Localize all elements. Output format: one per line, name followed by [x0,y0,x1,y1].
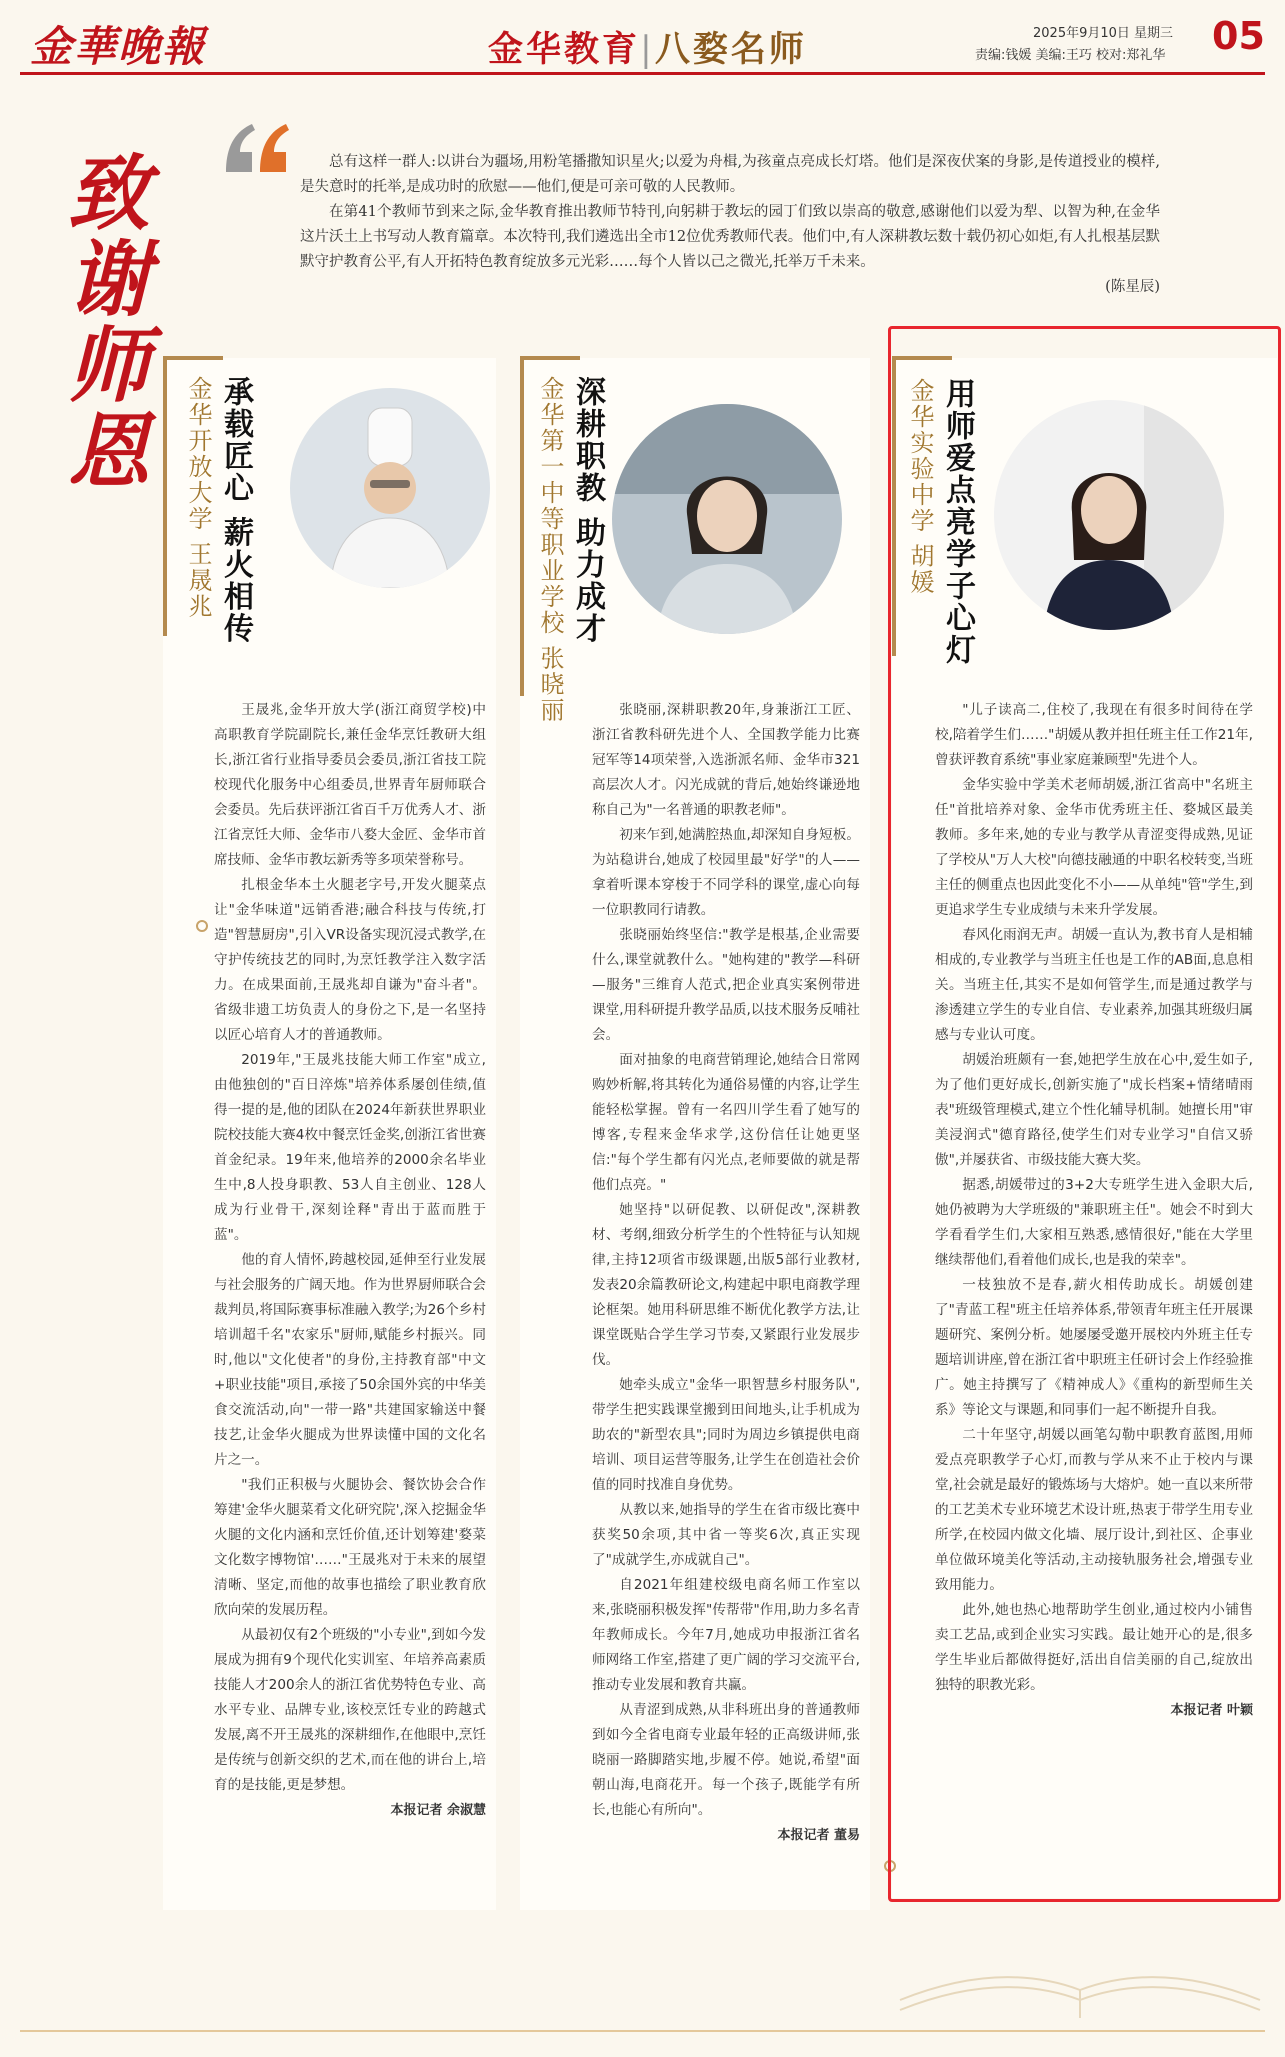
article-paragraph: 二十年坚守,胡媛以画笔勾勒中职教育蓝图,用师爱点亮职教学子心灯,而教与学从来不止于校内与课堂,社会就是最好的锻炼场与大熔炉。她一直以来所带的工艺美术专业环境艺术设计班,热衷于带学生用专业所学,在校园内做文化墙、展厅设计,到社区、企事业单位做环境美化等活动,主动接轨服务社会,增强专业致用能力。 [935,1427,1253,1593]
column-2-photo [612,404,842,634]
intro-paragraph: 总有这样一群人:以讲台为疆场,用粉笔播撒知识星火;以爱为舟楫,为孩童点亮成长灯塔。他们是深夜伏案的身影,是传道授业的模样,是失意时的托举,是成功时的欣慰——他们,便是可亲可敬的人民教师。 [300,154,1160,195]
header-rule [20,72,1265,75]
article-paragraph: 扎根金华本土火腿老字号,开发火腿菜点让"金华味道"远销香港;融合科技与传统,打造"智慧厨房",引入VR设备实现沉浸式教学,在守护传统技艺的同时,为烹饪教学注入数字活力。在成果面前,王晟兆却自谦为"奋斗者"。省级非遗工坊负责人的身份之下,是一名坚持以匠心培育人才的普通教师。 [214,877,486,1043]
column-1-subtitle: 金华开放大学 王晟兆 [184,376,212,620]
column-2-stripe [520,356,524,696]
article-paragraph: 王晟兆,金华开放大学(浙江商贸学校)中高职教育学院副院长,兼任金华烹饪教研大组长,浙江省行业指导委员会委员,浙江省技工院校现代化服务中心组委员,世界青年厨师联合会委员。先后获评浙江省百千万优秀人才、浙江省烹饪大师、金华市八婺大金匠、金华市首席技师、金华市教坛新秀等多项荣誉称号。 [214,702,486,868]
article-paragraph: 她牵头成立"金华一职智慧乡村服务队",带学生把实践课堂搬到田间地头,让手机成为助农的"新型农具";同时为周边乡镇提供电商培训、项目运营等服务,让学生在创造社会价值的同时找准自身优势。 [592,1377,860,1493]
quote-icon [222,118,290,176]
article-paragraph: 张晓丽始终坚信:"教学是根基,企业需要什么,课堂就教什么。"她构建的"教学—科研—服务"三维育人范式,把企业真实案例带进课堂,用科研提升教学品质,以技术服务反哺社会。 [592,927,860,1043]
article-paragraph: 从青涩到成熟,从非科班出身的普通教师到如今全省电商专业最年轻的正高级讲师,张晓丽一路脚踏实地,步履不停。她说,希望"面朝山海,电商花开。每一个孩子,既能学有所长,也能心有所向"。 [592,1702,860,1818]
article-paragraph: 她坚持"以研促教、以研促改",深耕教材、考纲,细致分析学生的个性特征与认知规律,主持12项省市级课题,出版5部行业教材,发表20余篇教研论文,构建起中职电商教学理论框架。她用科研思维不断优化教学方法,让课堂既贴合学生学习节奏,又紧跟行业发展步伐。 [592,1202,860,1368]
masthead-logo: 金華晚報 [30,22,207,71]
column-2-top-rule [520,356,580,360]
column-1-body [214,698,486,1823]
section-secondary: 八婺名师 [654,29,807,70]
section-primary: 金华教育 [488,29,641,70]
article-paragraph: 此外,她也热心地帮助学生创业,通过校内小铺售卖工艺品,或到企业实习实践。最让她开心的是,很多学生毕业后都做得挺好,活出自信美丽的自己,绽放出独特的职教光彩。 [935,1602,1253,1693]
book-sketch-decoration [880,1900,1280,2020]
article-paragraph: 从最初仅有2个班级的"小专业",到如今发展成为拥有9个现代化实训室、年培养高素质技能人才200余人的浙江省优势特色专业、高水平专业、品牌专业,该校烹饪专业的跨越式发展,离不开王晟兆的深耕细作,在他眼中,烹饪是传统与创新交织的艺术,而在他的讲台上,培育的是技能,更是梦想。 [214,1627,486,1793]
section-title [488,22,807,72]
column-1-stripe [163,356,167,636]
article-paragraph: 张晓丽,深耕职教20年,身兼浙江工匠、浙江省教科研先进个人、全国教学能力比赛冠军等14项荣誉,入选浙派名师、金华市321高层次人才。闪光成就的背后,她始终谦逊地称自己为"一名普通的职教老师"。 [592,702,860,818]
column-3-highlight-frame [888,326,1281,1902]
article-paragraph: 胡媛治班颇有一套,她把学生放在心中,爱生如子,为了他们更好成长,创新实施了"成长档案+情绪晴雨表"班级管理模式,建立个性化辅导机制。她擅长用"审美浸润式"德育路径,使学生们对专业学习"自信又骄傲",并屡获省、市级技能大赛大奖。 [935,1052,1253,1168]
column-3-title: 用师爱点亮学子心灯 [940,378,975,666]
article-paragraph: 2019年,"王晟兆技能大师工作室"成立,由他独创的"百日淬炼"培养体系屡创佳绩,值得一提的是,他的团队在2024年新获世界职业院校技能大赛4枚中餐烹饪金奖,创浙江省世赛首金纪录。19年来,他培养的2000余名毕业生中,8人投身职教、53人自主创业、128人成为行业骨干,深刻诠释"青出于蓝而胜于蓝"。 [214,1052,486,1243]
column-1-photo [290,388,490,588]
article-paragraph: 面对抽象的电商营销理论,她结合日常网购妙析解,将其转化为通俗易懂的内容,让学生能轻松掌握。曾有一名四川学生看了她写的博客,专程来金华求学,这份信任让她更坚信:"每个学生都有闪光点,老师要做的就是帮他们点亮。" [592,1052,860,1193]
article-paragraph: 春风化雨润无声。胡媛一直认为,教书育人是相辅相成的,专业教学与当班主任也是工作的AB面,息息相关。当班主任,其实不是如何管学生,而是通过教学与渗透建立学生的专业自信、专业素养,加强其班级归属感与专业认可度。 [935,927,1253,1043]
reporter-byline: 本报记者 董易 [777,1828,860,1843]
footer-rule [20,2030,1265,2032]
column-3-subtitle: 金华实验中学 胡媛 [906,378,934,596]
article-paragraph: "我们正积极与火腿协会、餐饮协会合作筹建'金华火腿菜肴文化研究院',深入挖掘金华火腿的文化内涵和烹饪价值,还计划筹建'婺菜文化数字博物馆'……"王晟兆对于未来的展望清晰、坚定,而他的故事也描绘了职业教育欣欣向荣的发展历程。 [214,1477,486,1618]
column-1-title: 承载匠心 薪火相传 [218,376,253,645]
article-paragraph: 自2021年组建校级电商名师工作室以来,张晓丽积极发挥"传帮带"作用,助力多名青年教师成长。今年7月,她成功申报浙江省名师网络工作室,搭建了更广阔的学习交流平台,推动专业发展和教育共赢。 [592,1577,860,1693]
column-1-top-rule [163,356,223,360]
article-paragraph: 金华实验中学美术老师胡媛,浙江省高中"名班主任"首批培养对象、金华市优秀班主任、婺城区最美教师。多年来,她的专业与教学从青涩变得成熟,见证了学校从"万人大校"向德技融通的中职名校转变,当班主任的侧重点也因此变化不小——从单纯"管"学生,到更追求学生专业成绩与未来升学发展。 [935,777,1253,918]
column-2-subtitle: 金华第一中等职业学校 张晓丽 [536,376,564,724]
article-paragraph: 据悉,胡媛带过的3+2大专班学生进入金职大后,她仍被聘为大学班级的"兼职班主任"。她会不时到大学看看学生们,大家相互熟悉,感情很好,"能在大学里继续帮他们,看着他们成长,也是我的荣幸"。 [935,1177,1253,1268]
article-paragraph: 他的育人情怀,跨越校园,延伸至行业发展与社会服务的广阔天地。作为世界厨师联合会裁判员,将国际赛事标准融入教学;为26个乡村培训超千名"农家乐"厨师,赋能乡村振兴。同时,他以"文化使者"的身份,主持教育部"中文+职业技能"项目,承接了50余国外宾的中华美食交流活动,向"一带一路"共建国家输送中餐技艺,让金华火腿成为世界读懂中国的文化名片之一。 [214,1252,486,1468]
feature-title: 致谢师恩 [54,150,150,494]
intro-text [300,150,1160,300]
editor-credits: 责编:钱媛 美编:王巧 校对:郑礼华 [975,48,1166,63]
reporter-byline: 本报记者 余淑慧 [390,1803,486,1818]
ornament-dot [196,920,208,932]
article-paragraph: "儿子读高二,住校了,我现在有很多时间待在学校,陪着学生们……"胡媛从教并担任班主任工作21年,曾获评教育系统"事业家庭兼顾型"先进个人。 [935,702,1253,768]
article-paragraph: 初来乍到,她满腔热血,却深知自身短板。为站稳讲台,她成了校园里最"好学"的人——拿着听课本穿梭于不同学科的课堂,虚心向每一位职教同行请教。 [592,827,860,918]
dateline: 2025年9月10日 星期三 [1033,26,1174,41]
article-paragraph: 从教以来,她指导的学生在省市级比赛中获奖50余项,其中省一等奖6次,真正实现了"成就学生,亦成就自己"。 [592,1502,860,1568]
intro-byline: (陈星辰) [1105,279,1160,295]
reporter-byline: 本报记者 叶颖 [1170,1703,1253,1718]
page-number: 05 [1212,14,1265,58]
intro-paragraph: 在第41个教师节到来之际,金华教育推出教师节特刊,向躬耕于教坛的园丁们致以崇高的敬意,感谢他们以爱为犁、以智为种,在金华这片沃土上书写动人教育篇章。本次特刊,我们遴选出全市12位优秀教师代表。他们中,有人深耕教坛数十载仍初心如炬,有人扎根基层默默守护教育公平,有人开拓特色教育绽放多元光彩……每个人皆以己之微光,托举万千未来。 [300,204,1160,270]
column-2-title: 深耕职教 助力成才 [570,376,605,645]
section-separator: | [640,30,655,70]
column-2-body [592,698,860,1848]
article-paragraph: 一枝独放不是春,薪火相传助成长。胡媛创建了"青蓝工程"班主任培养体系,带领青年班主任开展课题研究、案例分析。她屡屡受邀开展校内外班主任专题培训讲座,曾在浙江省中职班主任研讨会上作经验推广。她主持撰写了《精神成人》《重构的新型师生关系》等论文与课题,和同事们一起不断提升自我。 [935,1277,1253,1418]
